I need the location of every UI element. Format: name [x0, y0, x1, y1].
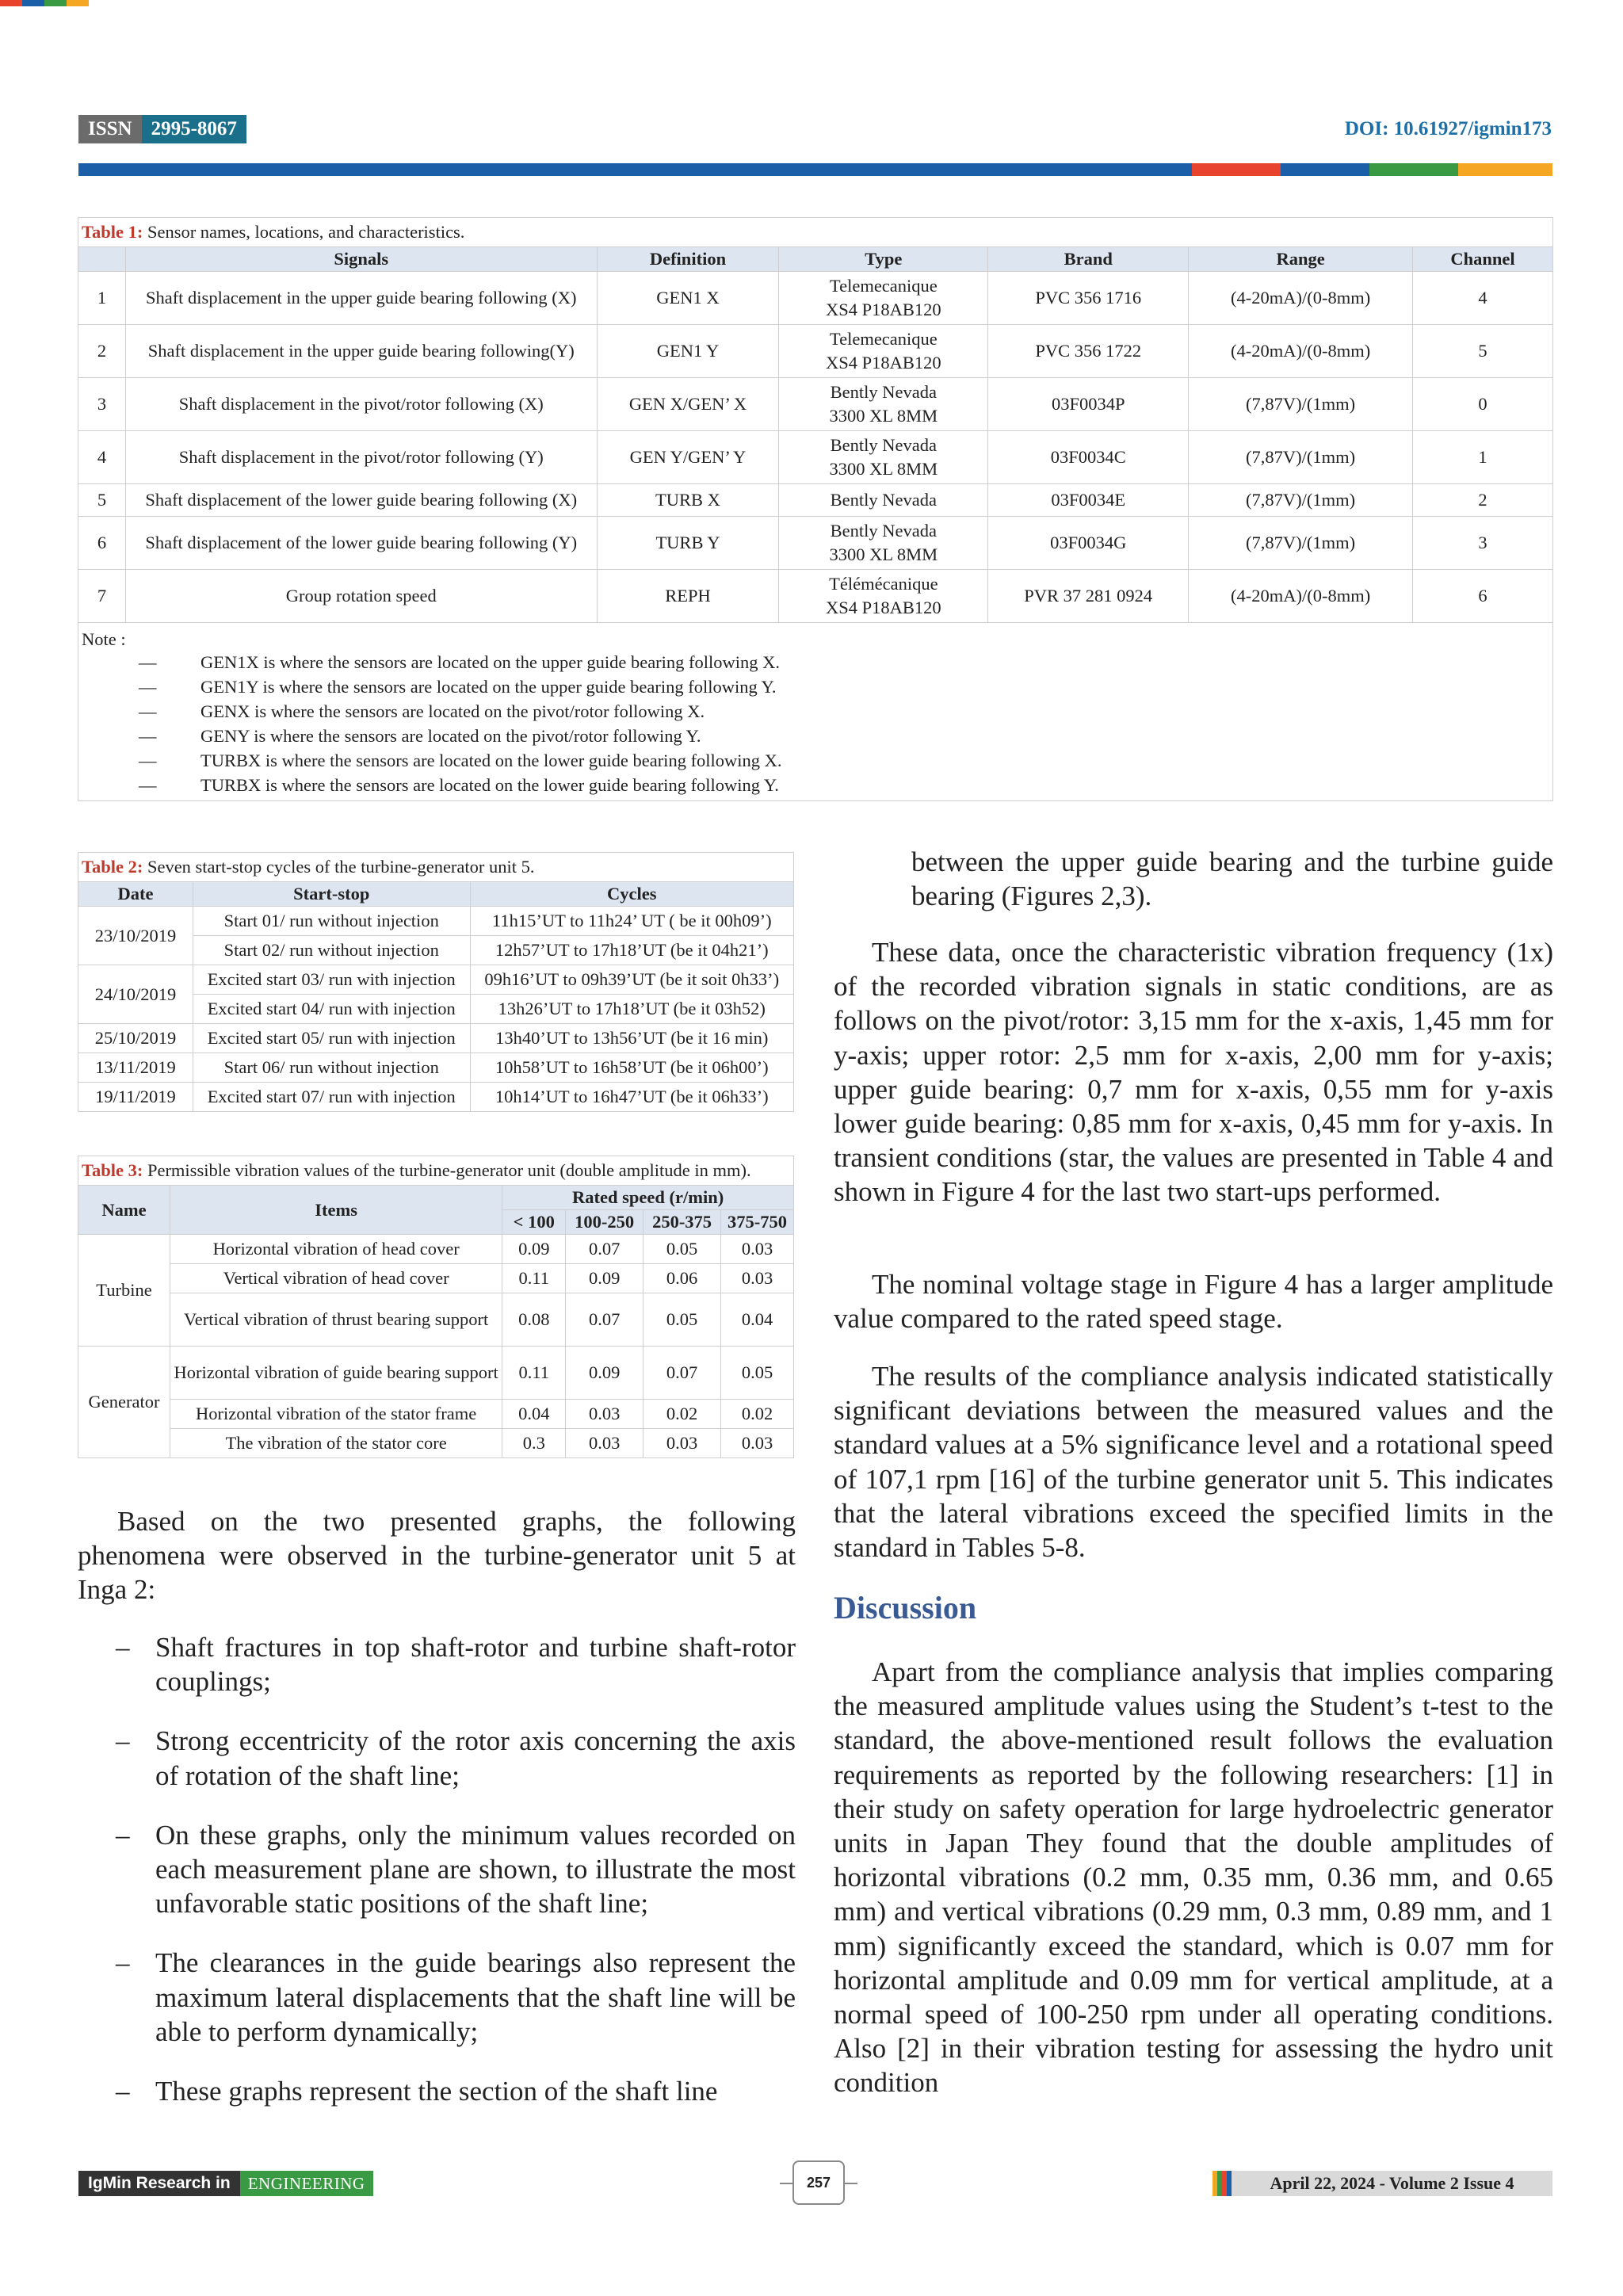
- table-header-row: [78, 1186, 794, 1210]
- date-cell: 23/10/2019: [78, 907, 193, 965]
- group-cell: Generator: [78, 1347, 170, 1458]
- brand-cell: 03F0034P: [988, 378, 1189, 431]
- value-cell: 0.02: [643, 1400, 721, 1429]
- table-row: [78, 378, 1553, 431]
- type-cell: [779, 517, 988, 570]
- table-header: [78, 247, 126, 272]
- definition-cell: TURB X: [597, 484, 779, 517]
- signal-cell: Shaft displacement in the pivot/rotor following (Y): [125, 431, 597, 484]
- row-number: 3: [78, 378, 126, 431]
- start-stop-cell: Excited start 05/ run with injection: [193, 1024, 470, 1053]
- note-item: [82, 748, 1549, 773]
- value-cell: 0.11: [502, 1347, 566, 1400]
- value-cell: 0.03: [566, 1400, 643, 1429]
- table-row: [78, 272, 1553, 325]
- table-row: [78, 1024, 794, 1053]
- item-cell: The vibration of the stator core: [170, 1429, 502, 1458]
- definition-cell: GEN1 X: [597, 272, 779, 325]
- table-row: [78, 965, 794, 995]
- bullet-marker: –: [116, 1819, 130, 1851]
- note-dash: —: [139, 726, 157, 746]
- note-label: Note :: [82, 629, 126, 649]
- table-header: Type: [779, 247, 988, 272]
- range-cell: (4-20mA)/(0-8mm): [1189, 272, 1413, 325]
- paragraph-text: Apart from the compliance analysis that implies comparing the measured amplitude values using the Student’s t-test to the standard, the above-mentioned result follows the evaluation requirements as reported by the following researchers: [1] in their study on safety operation for large hydroelectric generator units in Japan They found that the double amplitudes of horizontal vibrations (0.2 mm, 0.35 mm, 0.36 mm, and 0.65 mm) and vertical vibrations (0.29 mm, 0.3 mm, 0.89 mm, and 1 mm) significantly exceed the standard, which is 0.07 mm for horizontal amplitude and 0.09 mm for vertical amplitude, at a normal speed of 100-250 rpm under all operating conditions. Also [2] in their vibration testing for assessing the hydro unit condition: [834, 1656, 1553, 2099]
- section-heading-discussion: Discussion: [834, 1590, 977, 1626]
- right-paragraph-1: [834, 935, 1553, 1209]
- date-cell: 25/10/2019: [78, 1024, 193, 1053]
- value-cell: 0.05: [643, 1293, 721, 1347]
- bullet-marker: –: [116, 1947, 130, 1979]
- table-row: [78, 1347, 794, 1400]
- table-row: [78, 1293, 794, 1347]
- type-line-2: XS4 P18AB120: [826, 598, 941, 617]
- value-cell: 0.05: [643, 1235, 721, 1264]
- footer-color-bars: [1212, 2171, 1232, 2196]
- bullet-marker: –: [116, 1725, 130, 1757]
- channel-cell: 3: [1413, 517, 1553, 570]
- signal-cell: Shaft displacement in the upper guide bearing following (X): [125, 272, 597, 325]
- list-item: [78, 2074, 796, 2108]
- definition-cell: TURB Y: [597, 517, 779, 570]
- journal-name: IgMin Research in: [78, 2171, 240, 2196]
- note-dash: —: [139, 751, 157, 770]
- table-header: 375-750: [721, 1210, 794, 1235]
- type-cell: [779, 272, 988, 325]
- right-continuation: [911, 845, 1553, 913]
- table-3: [78, 1156, 794, 1458]
- table-header: Definition: [597, 247, 779, 272]
- signal-cell: Shaft displacement in the upper guide bearing following(Y): [125, 325, 597, 378]
- doi-link[interactable]: DOI: 10.61927/igmin173: [1344, 118, 1552, 139]
- cycle-cell: 09h16’UT to 09h39’UT (be it soit 0h33’): [470, 965, 794, 995]
- table-row: [78, 1235, 794, 1264]
- range-cell: (4-20mA)/(0-8mm): [1189, 570, 1413, 623]
- table-1-caption: Table 1: Sensor names, locations, and characteristics.: [78, 217, 1553, 246]
- cycle-cell: 10h14’UT to 16h47’UT (be it 06h33’): [470, 1083, 794, 1112]
- table-header-row: [78, 247, 1553, 272]
- value-cell: 0.05: [721, 1347, 794, 1400]
- type-line-1: Bently Nevada: [830, 435, 938, 455]
- date-cell: 24/10/2019: [78, 965, 193, 1024]
- table-header: Channel: [1413, 247, 1553, 272]
- range-cell: (7,87V)/(1mm): [1189, 517, 1413, 570]
- value-cell: 0.06: [643, 1264, 721, 1293]
- page-rule-left: [780, 2183, 792, 2184]
- table-3-caption: Table 3: Permissible vibration values of the turbine-generator unit (double amplitude in mm).: [78, 1156, 794, 1185]
- signal-cell: Group rotation speed: [125, 570, 597, 623]
- item-cell: Vertical vibration of head cover: [170, 1264, 502, 1293]
- table-row: [78, 431, 1553, 484]
- list-item-text: Strong eccentricity of the rotor axis concerning the axis of rotation of the shaft line;: [155, 1725, 796, 1791]
- issue-date: April 22, 2024 - Volume 2 Issue 4: [1270, 2173, 1514, 2193]
- brand-cell: 03F0034C: [988, 431, 1189, 484]
- type-line-2: 3300 XL 8MM: [829, 459, 938, 479]
- note-text: GEN1X is where the sensors are located on the upper guide bearing following X.: [200, 652, 781, 672]
- start-stop-cell: Excited start 03/ run with injection: [193, 965, 470, 995]
- value-cell: 0.04: [502, 1400, 566, 1429]
- table-row: [78, 1400, 794, 1429]
- channel-cell: 6: [1413, 570, 1553, 623]
- value-cell: 0.07: [566, 1293, 643, 1347]
- issn-label: ISSN: [78, 115, 142, 143]
- cycle-cell: 13h26’UT to 17h18’UT (be it 03h52): [470, 995, 794, 1024]
- definition-cell: GEN Y/GEN’ Y: [597, 431, 779, 484]
- list-item-text: These graphs represent the section of the shaft line: [155, 2076, 718, 2107]
- value-cell: 0.08: [502, 1293, 566, 1347]
- range-cell: (7,87V)/(1mm): [1189, 484, 1413, 517]
- item-cell: Vertical vibration of thrust bearing support: [170, 1293, 502, 1347]
- definition-cell: GEN1 Y: [597, 325, 779, 378]
- value-cell: 0.03: [721, 1429, 794, 1458]
- type-cell: Bently Nevada: [779, 484, 988, 517]
- table-header-row: [78, 882, 794, 907]
- paragraph-text: between the upper guide bearing and the turbine guide bearing (Figures 2,3).: [911, 846, 1553, 912]
- row-number: 1: [78, 272, 126, 325]
- table-row: [78, 517, 1553, 570]
- cycle-cell: 13h40’UT to 13h56’UT (be it 16 min): [470, 1024, 794, 1053]
- table-1: [78, 217, 1553, 801]
- table-1-grid: [78, 246, 1553, 623]
- table-row: [78, 1053, 794, 1083]
- signal-cell: Shaft displacement of the lower guide bearing following (Y): [125, 517, 597, 570]
- type-line-2: 3300 XL 8MM: [829, 406, 938, 426]
- row-number: 5: [78, 484, 126, 517]
- cycle-cell: 11h15’UT to 11h24’ UT ( be it 00h09’): [470, 907, 794, 936]
- note-text: GENY is where the sensors are located on the pivot/rotor following Y.: [200, 726, 701, 746]
- start-stop-cell: Excited start 04/ run with injection: [193, 995, 470, 1024]
- table-header: 100-250: [566, 1210, 643, 1235]
- value-cell: 0.03: [721, 1264, 794, 1293]
- list-item: [78, 1946, 796, 2049]
- page-rule-right: [845, 2183, 857, 2184]
- type-cell: [779, 378, 988, 431]
- brand-cell: 03F0034E: [988, 484, 1189, 517]
- phenomena-list: [78, 1630, 796, 2134]
- type-cell: [779, 325, 988, 378]
- table-row: [78, 1429, 794, 1458]
- issn-number: 2995-8067: [142, 115, 246, 143]
- row-number: 4: [78, 431, 126, 484]
- table-header: < 100: [502, 1210, 566, 1235]
- type-line-1: Télémécanique: [829, 574, 938, 594]
- channel-cell: 5: [1413, 325, 1553, 378]
- table-header: Brand: [988, 247, 1189, 272]
- brand-cell: PVR 37 281 0924: [988, 570, 1189, 623]
- definition-cell: GEN X/GEN’ X: [597, 378, 779, 431]
- note-item: [82, 699, 1549, 724]
- cycle-cell: 12h57’UT to 17h18’UT (be it 04h21’): [470, 936, 794, 965]
- value-cell: 0.03: [643, 1429, 721, 1458]
- paragraph-text: The results of the compliance analysis indicated statistically significant deviations between the measured values and the standard values at a 5% significance level and a rotational speed of 107,1 rpm [16] of the turbine generator unit 5. This indicates that the lateral vibrations exceed the specified limits in the standard in Tables 5-8.: [834, 1361, 1553, 1564]
- type-line-2: XS4 P18AB120: [826, 353, 941, 372]
- date-cell: 19/11/2019: [78, 1083, 193, 1112]
- note-item: [82, 773, 1549, 797]
- date-cell: 13/11/2019: [78, 1053, 193, 1083]
- note-text: GENX is where the sensors are located on the pivot/rotor following X.: [200, 701, 705, 721]
- table-2: [78, 852, 794, 1112]
- page-number: 257: [792, 2160, 845, 2205]
- range-cell: (4-20mA)/(0-8mm): [1189, 325, 1413, 378]
- list-item: [78, 1630, 796, 1698]
- row-number: 6: [78, 517, 126, 570]
- value-cell: 0.07: [643, 1347, 721, 1400]
- start-stop-cell: Excited start 07/ run with injection: [193, 1083, 470, 1112]
- table-row: [78, 907, 794, 936]
- row-number: 7: [78, 570, 126, 623]
- table-row: [78, 1264, 794, 1293]
- table-row: [78, 484, 1553, 517]
- table-header: Signals: [125, 247, 597, 272]
- channel-cell: 2: [1413, 484, 1553, 517]
- table-header: 250-375: [643, 1210, 721, 1235]
- type-line-1: Bently Nevada: [830, 521, 938, 541]
- top-accent-bar: [0, 0, 89, 6]
- list-item: [78, 1818, 796, 1921]
- type-cell: [779, 570, 988, 623]
- table-header: Cycles: [470, 882, 794, 907]
- value-cell: 0.09: [566, 1264, 643, 1293]
- paragraph-text: These data, once the characteristic vibration frequency (1x) of the recorded vibration signals in static conditions, are as follows on the pivot/rotor: 3,15 mm for the x-axis, 1,45 mm for y-axis; upper rotor: 2,5 mm for x-axis, 2,00 mm for y-axis; upper guide bearing: 0,7 mm for x-axis, 0,55 mm for y-axis lower guide bearing: 0,85 mm for x-axis, 0,45 mm for y-axis. In transient conditions (star, the values are presented in Table 4 and shown in Figure 4 for the last two start-ups performed.: [834, 937, 1553, 1208]
- note-item: [82, 724, 1549, 748]
- table-row: [78, 570, 1553, 623]
- channel-cell: 4: [1413, 272, 1553, 325]
- brand-cell: 03F0034G: [988, 517, 1189, 570]
- table-header: Start-stop: [193, 882, 470, 907]
- right-paragraph-4: [834, 1655, 1553, 2100]
- paragraph-text: Based on the two presented graphs, the following phenomena were observed in the turbine-generator unit 5 at Inga 2:: [78, 1506, 796, 1606]
- type-line-1: Bently Nevada: [830, 382, 938, 402]
- channel-cell: 0: [1413, 378, 1553, 431]
- bullet-marker: –: [116, 1632, 130, 1663]
- note-item: [82, 650, 1549, 674]
- type-line-2: XS4 P18AB120: [826, 300, 941, 319]
- cycle-cell: 10h58’UT to 16h58’UT (be it 06h00’): [470, 1053, 794, 1083]
- value-cell: 0.3: [502, 1429, 566, 1458]
- value-cell: 0.07: [566, 1235, 643, 1264]
- left-intro-paragraph: [78, 1504, 796, 1607]
- header-rule: [78, 163, 1552, 176]
- item-cell: Horizontal vibration of the stator frame: [170, 1400, 502, 1429]
- table-header: Rated speed (r/min): [502, 1186, 794, 1210]
- table-header: Range: [1189, 247, 1413, 272]
- table-header: Date: [78, 882, 193, 907]
- table-2-grid: [78, 881, 794, 1112]
- table-2-caption: Table 2: Seven start-stop cycles of the turbine-generator unit 5.: [78, 852, 794, 881]
- note-dash: —: [139, 701, 157, 721]
- note-text: TURBX is where the sensors are located on the lower guide bearing following X.: [200, 751, 782, 770]
- value-cell: 0.09: [502, 1235, 566, 1264]
- definition-cell: REPH: [597, 570, 779, 623]
- type-line-2: 3300 XL 8MM: [829, 544, 938, 564]
- note-text: TURBX is where the sensors are located on the lower guide bearing following Y.: [200, 775, 779, 795]
- list-item-text: On these graphs, only the minimum values recorded on each measurement plane are shown, to illustrate the most unfavorable static positions of the shaft line;: [155, 1819, 796, 1920]
- channel-cell: 1: [1413, 431, 1553, 484]
- footer-date: [1212, 2171, 1552, 2196]
- signal-cell: Shaft displacement of the lower guide bearing following (X): [125, 484, 597, 517]
- type-line-1: Telemecanique: [829, 276, 938, 296]
- value-cell: 0.03: [566, 1429, 643, 1458]
- group-cell: Turbine: [78, 1235, 170, 1347]
- table-header: Items: [170, 1186, 502, 1235]
- table-1-notes: [78, 623, 1553, 801]
- list-item-text: Shaft fractures in top shaft-rotor and turbine shaft-rotor couplings;: [155, 1632, 796, 1698]
- type-cell: [779, 431, 988, 484]
- table-3-grid: [78, 1185, 794, 1458]
- row-number: 2: [78, 325, 126, 378]
- range-cell: (7,87V)/(1mm): [1189, 378, 1413, 431]
- journal-field: ENGINEERING: [240, 2171, 373, 2196]
- right-paragraph-2: [834, 1267, 1553, 1335]
- type-line-1: Telemecanique: [829, 329, 938, 349]
- note-dash: —: [139, 652, 157, 672]
- note-text: GEN1Y is where the sensors are located on the upper guide bearing following Y.: [200, 677, 777, 697]
- note-dash: —: [139, 775, 157, 795]
- range-cell: (7,87V)/(1mm): [1189, 431, 1413, 484]
- list-item-text: The clearances in the guide bearings also represent the maximum lateral displacements that the shaft line will be able to perform dynamically;: [155, 1947, 796, 2047]
- item-cell: Horizontal vibration of head cover: [170, 1235, 502, 1264]
- item-cell: Horizontal vibration of guide bearing support: [170, 1347, 502, 1400]
- value-cell: 0.02: [721, 1400, 794, 1429]
- bullet-marker: –: [116, 2076, 130, 2107]
- note-item: [82, 674, 1549, 699]
- issn-badge: [78, 115, 246, 143]
- table-header: Name: [78, 1186, 170, 1235]
- value-cell: 0.03: [721, 1235, 794, 1264]
- value-cell: 0.11: [502, 1264, 566, 1293]
- value-cell: 0.04: [721, 1293, 794, 1347]
- start-stop-cell: Start 06/ run without injection: [193, 1053, 470, 1083]
- list-item: [78, 1724, 796, 1792]
- start-stop-cell: Start 02/ run without injection: [193, 936, 470, 965]
- table-row: [78, 1083, 794, 1112]
- start-stop-cell: Start 01/ run without injection: [193, 907, 470, 936]
- note-dash: —: [139, 677, 157, 697]
- table-row: [78, 325, 1553, 378]
- signal-cell: Shaft displacement in the pivot/rotor following (X): [125, 378, 597, 431]
- footer-journal-badge: [78, 2171, 373, 2196]
- brand-cell: PVC 356 1722: [988, 325, 1189, 378]
- paragraph-text: The nominal voltage stage in Figure 4 has a larger amplitude value compared to the rated speed stage.: [834, 1269, 1553, 1335]
- right-paragraph-3: [834, 1359, 1553, 1564]
- value-cell: 0.09: [566, 1347, 643, 1400]
- brand-cell: PVC 356 1716: [988, 272, 1189, 325]
